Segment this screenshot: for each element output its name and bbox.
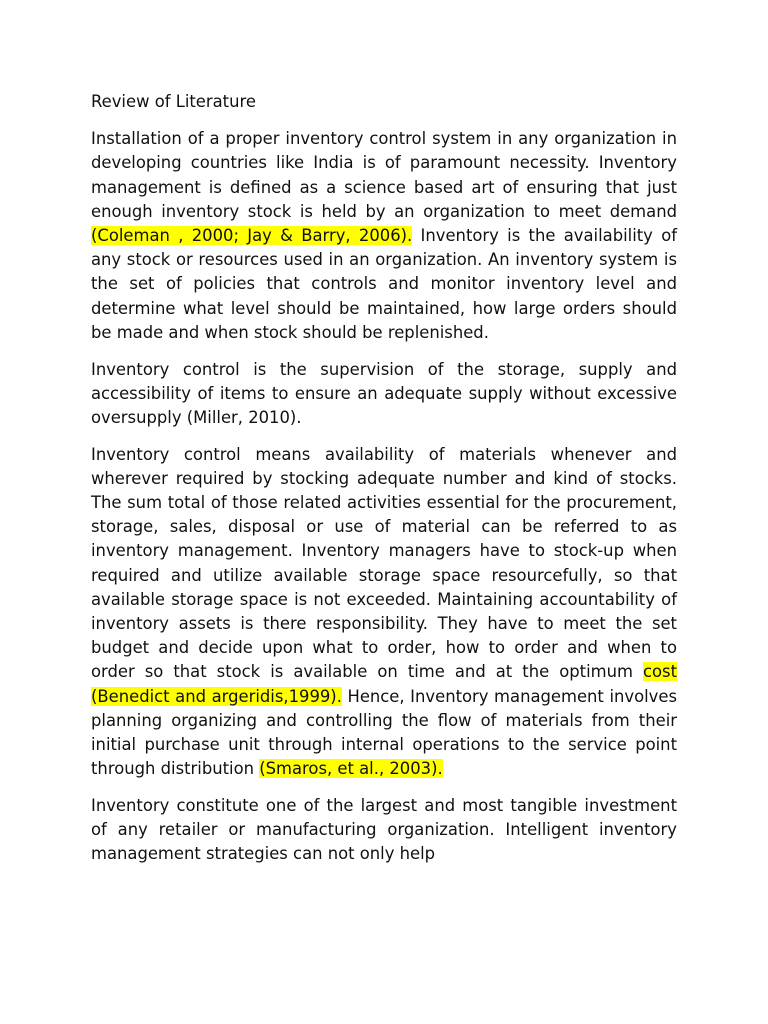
paragraph-text: Inventory control means availability of materials whenever and wherever required by stocking adequate number and kind of stocks. The sum total of those related activities essential for the procurement, storage, sales, disposal or use of material can be referred to as inventory management. Inventory managers have to stock-up when required and utilize available storage space resourcefully, so that available storage space is not exceeded. Maintaining accountability of inventory assets is there responsibility. They have to meet the set budget and decide upon what to order, how to order and when to order so that stock is available on time and at the optimum [91, 444, 677, 682]
paragraph-text: Inventory is the availability of any stock or resources used in an organization. An inventory system is the set of policies that controls and monitor inventory level and determine what level should be maintained, how large orders should be made and when stock should be replenished. [91, 226, 677, 342]
highlighted-citation: (Coleman , 2000; Jay & Barry, 2006). [91, 226, 413, 246]
highlighted-citation: cost (Benedict and argeridis,1999). [91, 662, 677, 706]
paragraph [91, 443, 677, 782]
paragraph-text: Installation of a proper inventory control system in any organization in developing countries like India is of paramount necessity. Inventory management is defined as a science based art of ensuring that just enough inventory stock is held by an organization to meet demand [91, 129, 677, 221]
document-page [91, 90, 677, 879]
body-text [91, 127, 677, 866]
paragraph-text: Inventory constitute one of the largest and most tangible investment of any retailer or manufacturing organization. Intelligent inventory management strategies can not only help [91, 795, 677, 864]
highlighted-citation: (Smaros, et al., 2003). [259, 759, 443, 779]
paragraph [91, 358, 677, 431]
paragraph [91, 127, 677, 345]
section-heading: Review of Literature [91, 92, 256, 111]
paragraph-text: Inventory control is the supervision of the storage, supply and accessibility of items to ensure an adequate supply without excessive oversupply (Miller, 2010). [91, 359, 677, 427]
paragraph-text: Hence, Inventory management involves planning organizing and controlling the flow of materials from their initial purchase unit through internal operations to the service point through distribution [91, 686, 677, 779]
paragraph [91, 794, 677, 867]
